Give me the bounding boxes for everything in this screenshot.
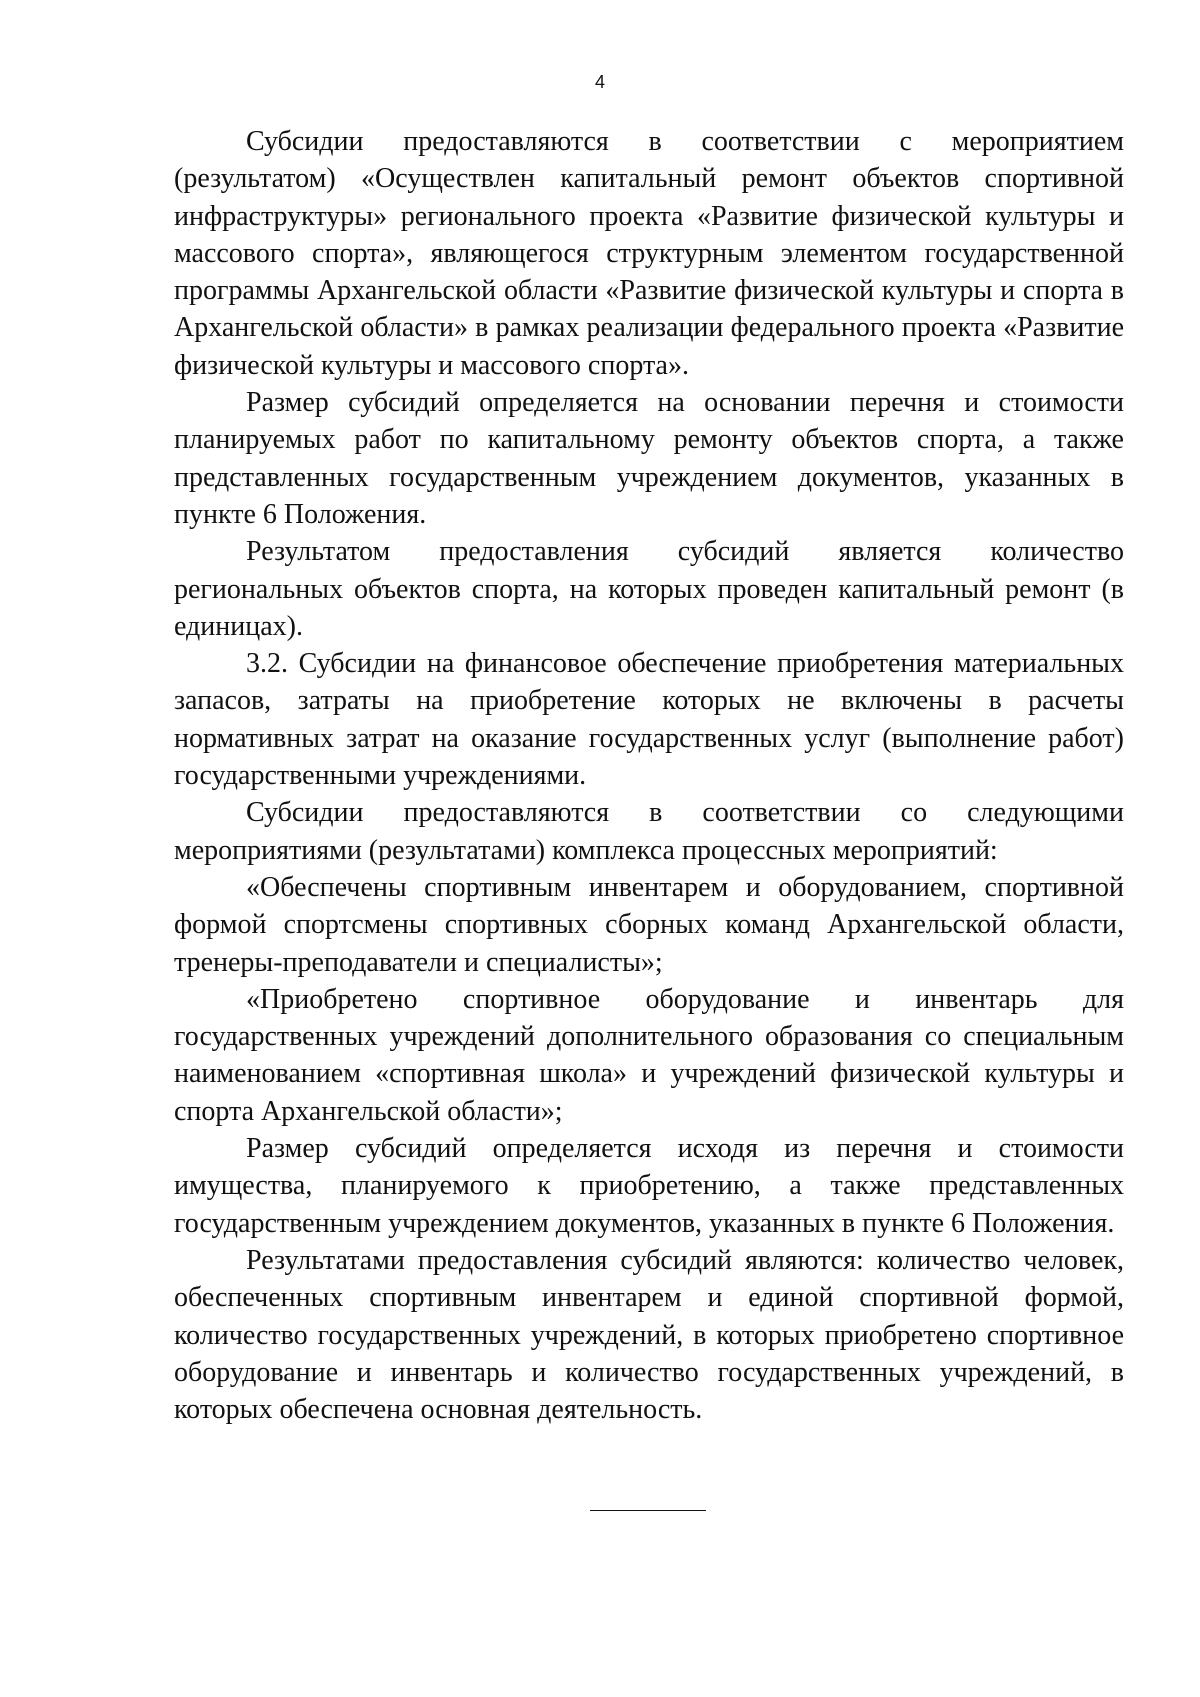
paragraph: Субсидии предоставляются в соответствии с мероприятием (результатом) «Осуществлен капитальный ремонт объектов спортивной инфраструктуры» регионального проекта «Развитие физической культуры и массового спорта», являющегося структурным элементом государственной программы Архангельской области «Развитие физической культуры и спорта в Архангельской области» в рамках реализации федерального проекта «Развитие физической культуры и массового спорта». — [174, 126, 1124, 381]
paragraph-quote: «Обеспечены спортивным инвентарем и оборудованием, спортивной формой спортсмены спортивных сборных команд Архангельской области, тренеры-преподаватели и специалисты»; — [174, 871, 1124, 978]
body-text — [174, 123, 1124, 1428]
page-number: 4 — [594, 72, 605, 92]
paragraph: Размер субсидий определяется на основании перечня и стоимости планируемых работ по капитальному ремонту объектов спорта, а также представленных государственным учреждением документов, указанных в пункте 6 Положения. — [174, 387, 1124, 530]
paragraph: Размер субсидий определяется исходя из перечня и стоимости имущества, планируемого к приобретению, а также представленных государственным учреждением документов, указанных в пункте 6 Положения. — [174, 1133, 1124, 1239]
paragraph: Субсидии предоставляются в соответствии со следующими мероприятиями (результатами) комплекса процессных мероприятий: — [174, 797, 1124, 866]
paragraph: Результатом предоставления субсидий является количество региональных объектов спорта, на которых проведен капитальный ремонт (в единицах). — [174, 536, 1124, 642]
paragraph: Результатами предоставления субсидий являются: количество человек, обеспеченных спортивным инвентарем и единой спортивной формой, количество государственных учреждений, в которых приобретено спортивное оборудование и инвентарь и количество государственных учреждений, в которых обеспечена основная деятельность. — [174, 1244, 1124, 1426]
paragraph-section-3-2: 3.2. Субсидии на финансовое обеспечение приобретения материальных запасов, затраты на приобретение которых не включены в расчеты нормативных затрат на оказание государственных услуг (выполнение работ) государственными учреждениями. — [174, 648, 1124, 792]
paragraph-quote: «Приобретено спортивное оборудование и инвентарь для государственных учреждений дополнительного образования со специальным наименованием «спортивная школа» и учреждений физической культуры и спорта Архангельской области»; — [174, 983, 1124, 1127]
end-of-document-rule — [590, 1510, 706, 1511]
